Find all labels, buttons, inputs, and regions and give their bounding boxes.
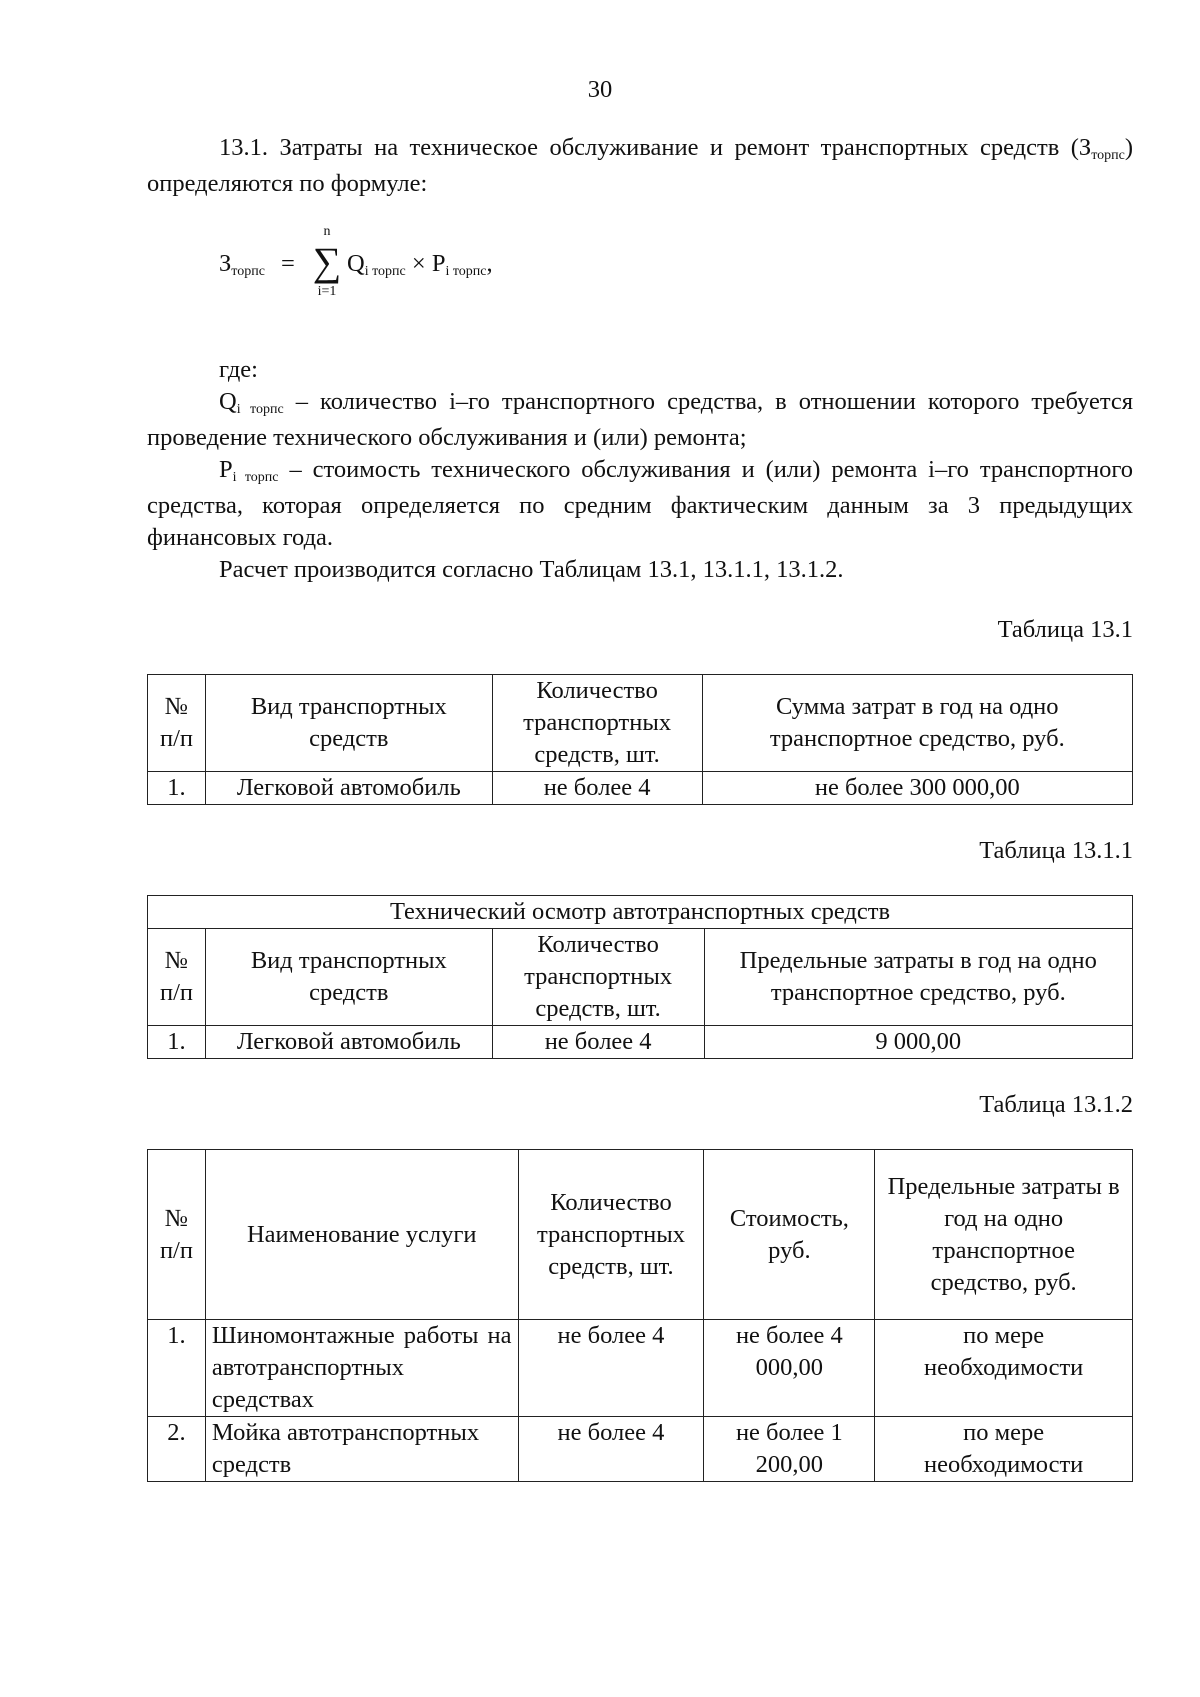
header-cell: Стоимость, руб. bbox=[704, 1150, 875, 1320]
table1-caption: Таблица 13.1 bbox=[997, 616, 1133, 643]
table-row bbox=[148, 1417, 1133, 1482]
page-number: 30 bbox=[587, 76, 613, 103]
sum-lower-limit: i=1 bbox=[317, 284, 337, 299]
table-cell: 1. bbox=[148, 1320, 206, 1417]
definition-q: Qi торпс – количество i–го транспортного средства, в отношении которого требуется проведение технического обслуживания и (или) ремонта; bbox=[147, 388, 1133, 451]
table-cell: 9 000,00 bbox=[704, 1026, 1132, 1059]
table-row bbox=[148, 1320, 1133, 1417]
header-cell: Предельные затраты в год на одно транспортное средство, руб. bbox=[704, 929, 1132, 1026]
table-header-row bbox=[148, 929, 1133, 1026]
intro-paragraph bbox=[147, 132, 1133, 200]
definition-p: Pi торпс – стоимость технического обслуживания и (или) ремонта i–го транспортного средства, которая определяется по средним фактическим данным за 3 предыдущих финансовых года. bbox=[147, 456, 1134, 551]
table3-caption: Таблица 13.1.2 bbox=[979, 1091, 1133, 1118]
cost-formula bbox=[219, 214, 1133, 314]
table-cell: не более 4 bbox=[492, 772, 702, 805]
table-cell: Легковой автомобиль bbox=[205, 772, 492, 805]
table-cell: не более 1 200,00 bbox=[704, 1417, 875, 1482]
header-cell: Вид транспортных средств bbox=[205, 675, 492, 772]
calc-note: Расчет производится согласно Таблицам 13.1, 13.1.1, 13.1.2. bbox=[219, 556, 844, 583]
table-cell: 1. bbox=[148, 1026, 206, 1059]
header-cell: № п/п bbox=[148, 929, 206, 1026]
formula-lhs: Зторпс bbox=[219, 250, 265, 279]
table-cell: не более 4 bbox=[492, 1026, 704, 1059]
table-cell: по мере необходимости bbox=[875, 1417, 1133, 1482]
table-cell: не более 4 bbox=[518, 1417, 704, 1482]
header-cell: № п/п bbox=[148, 1150, 206, 1320]
table-13-1-2 bbox=[147, 1149, 1133, 1482]
table-cell: Легковой автомобиль bbox=[205, 1026, 492, 1059]
header-cell: Предельные затраты в год на одно транспортное средство, руб. bbox=[875, 1150, 1133, 1320]
table-row bbox=[148, 772, 1133, 805]
table-cell: по мере необходимости bbox=[875, 1320, 1133, 1417]
table-header-row bbox=[148, 1150, 1133, 1320]
intro-subscript: торпс bbox=[1091, 148, 1125, 163]
formula-equals: = bbox=[281, 250, 295, 277]
formula-rhs: Qi торпс × Pi торпс, bbox=[347, 250, 493, 279]
header-cell: Количество транспортных средств, шт. bbox=[492, 929, 704, 1026]
table-title-row bbox=[148, 896, 1133, 929]
table-cell: не более 4 bbox=[518, 1320, 704, 1417]
table-13-1 bbox=[147, 674, 1133, 805]
table-title-cell: Технический осмотр автотранспортных средств bbox=[148, 896, 1133, 929]
header-cell: Наименование услуги bbox=[205, 1150, 518, 1320]
header-cell: Вид транспортных средств bbox=[205, 929, 492, 1026]
formula-sum bbox=[307, 224, 347, 300]
table-cell: 2. bbox=[148, 1417, 206, 1482]
table-cell: Мойка автотранспортных средств bbox=[205, 1417, 518, 1482]
header-cell: Количество транспортных средств, шт. bbox=[518, 1150, 704, 1320]
table-header-row bbox=[148, 675, 1133, 772]
header-cell: № п/п bbox=[148, 675, 206, 772]
intro-rest: ) определяются по формуле: bbox=[147, 134, 1133, 197]
table-13-1-1 bbox=[147, 895, 1133, 1059]
document-body bbox=[147, 132, 1133, 1482]
table-cell: Шиномонтажные работы на автотранспортных средствах bbox=[205, 1320, 518, 1417]
table-cell: 1. bbox=[148, 772, 206, 805]
sigma-symbol: ∑ bbox=[312, 239, 342, 284]
header-cell: Сумма затрат в год на одно транспортное средство, руб. bbox=[702, 675, 1132, 772]
table-cell: не более 4 000,00 bbox=[704, 1320, 875, 1417]
table-row bbox=[148, 1026, 1133, 1059]
table-cell: не более 300 000,00 bbox=[702, 772, 1132, 805]
table2-caption: Таблица 13.1.1 bbox=[979, 837, 1133, 864]
where-label: где: bbox=[219, 356, 258, 383]
sum-upper-limit: n bbox=[323, 224, 331, 239]
intro-text: 13.1. Затраты на техническое обслуживание и ремонт транспортных средств (З bbox=[219, 134, 1092, 161]
header-cell: Количество транспортных средств, шт. bbox=[492, 675, 702, 772]
